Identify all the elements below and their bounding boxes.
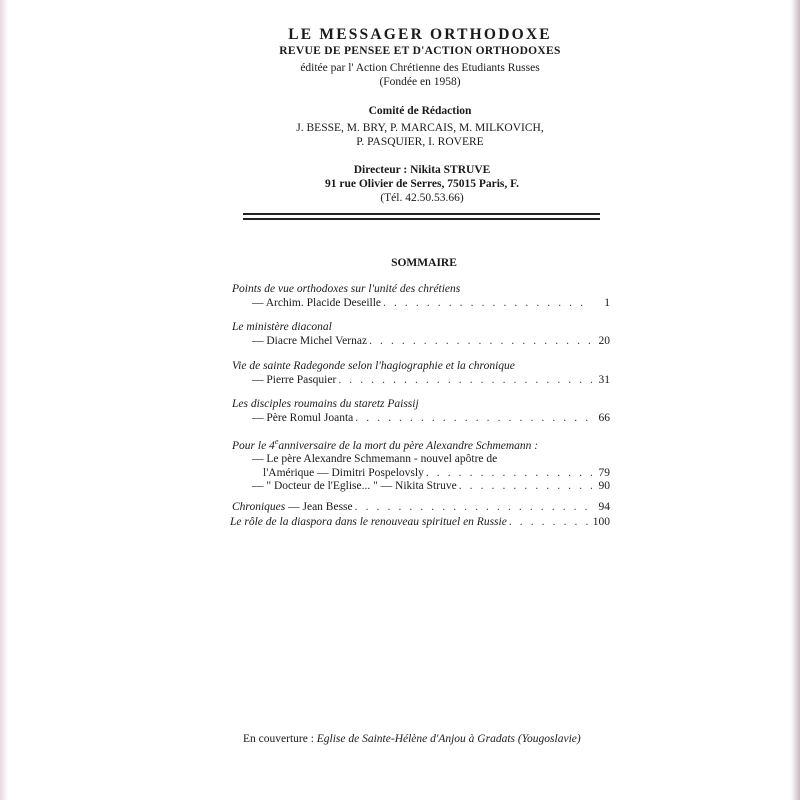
toc-title-part: Pour le 4 (232, 439, 275, 452)
toc-entry-author-line (232, 335, 610, 349)
toc-entry-author: — Pierre Pasquier (252, 373, 337, 386)
toc-entry-page: 66 (598, 411, 610, 424)
toc-entry-title: Le rôle de la diaspora dans le renouveau spirituel en Russie (230, 516, 507, 528)
toc-entry-author: — Diacre Michel Vernaz (252, 334, 368, 347)
publisher-line: éditée par l' Action Chrétienne des Etudiants Russes (300, 62, 540, 74)
toc-subentry-page: 79 (598, 466, 610, 479)
toc-entry-author: — Archim. Placide Deseille (252, 296, 382, 309)
toc-entry-author-line (232, 374, 610, 388)
toc-entry-author: — Jean Besse (285, 501, 353, 513)
journal-title: LE MESSAGER ORTHODOXE (288, 26, 552, 43)
toc-subentry-line: — Le père Alexandre Schmemann - nouvel apôtre de (252, 453, 498, 466)
toc-entry-author-line (232, 297, 610, 311)
toc-entry (232, 398, 610, 425)
leader-dots (426, 467, 592, 481)
leader-dots (383, 297, 592, 311)
divider-rule-bottom (243, 218, 600, 220)
toc-entry-page: 100 (592, 516, 610, 528)
leader-dots (509, 516, 591, 530)
leader-dots (338, 374, 592, 388)
toc-entry-author-line (232, 412, 610, 426)
page-edge-left (0, 0, 8, 800)
page-edge-right (790, 0, 800, 800)
toc-entry (230, 516, 610, 530)
toc-entry-page: 94 (598, 501, 610, 513)
toc-entry-anniversary (232, 435, 610, 494)
toc-title-part: anniversaire de la mort du père Alexandre Schmemann : (278, 439, 539, 452)
toc-entry (232, 321, 610, 348)
toc-entry (232, 283, 610, 310)
toc-entry-title: Les disciples roumains du staretz Paissij (232, 398, 419, 410)
toc-entry-page: 31 (598, 373, 610, 386)
toc-entry-page: 1 (604, 296, 610, 309)
toc-subentry-author: — " Docteur de l'Eglise... " — Nikita Struve (252, 480, 457, 493)
address-line: 91 rue Olivier de Serres, 75015 Paris, F. (325, 178, 519, 190)
cover-description: Eglise de Sainte-Hélène d'Anjou à Gradats (Yougoslavie) (316, 733, 581, 745)
toc-entry-title (232, 435, 610, 453)
contents-heading: SOMMAIRE (391, 257, 457, 269)
ordinal-suffix: e (274, 437, 279, 446)
journal-subtitle: REVUE DE PENSEE ET D'ACTION ORTHODOXES (279, 45, 561, 57)
telephone-line: (Tél. 42.50.53.66) (380, 192, 464, 204)
toc-entry-label (232, 501, 353, 515)
founded-line: (Fondée en 1958) (379, 76, 461, 88)
committee-heading: Comité de Rédaction (368, 105, 472, 117)
toc-entry-page: 20 (598, 334, 610, 347)
toc-entry-line (232, 501, 610, 515)
toc-entry-title: Points de vue orthodoxes sur l'unité des chrétiens (232, 283, 461, 295)
director-line: Directeur : Nikita STRUVE (353, 164, 491, 176)
toc-entry-title: Chroniques (232, 501, 286, 513)
leader-dots (459, 480, 592, 494)
toc-entry-title: Le ministère diaconal (232, 321, 332, 333)
cover-label: En couverture : (243, 733, 317, 745)
toc-subentry-page: 90 (598, 480, 610, 493)
toc-entry-title: Vie de sainte Radegonde selon l'hagiographie et la chronique (232, 360, 515, 372)
committee-members-line2: P. PASQUIER, I. ROVERE (356, 136, 484, 148)
toc-entry (232, 501, 610, 515)
toc-entry-author: — Père Romul Joanta (252, 411, 354, 424)
toc-subentry-author-line (232, 467, 610, 481)
toc-entry-line (230, 516, 610, 530)
toc-entry (232, 360, 610, 387)
toc-subentry-line-2 (232, 480, 610, 494)
divider-rule-top (243, 213, 600, 215)
leader-dots (355, 412, 592, 426)
cover-caption (243, 733, 581, 745)
committee-members-line1: J. BESSE, M. BRY, P. MARCAIS, M. MILKOVICH, (296, 122, 544, 134)
toc-subentry-author: l'Amérique — Dimitri Pospelovsly (263, 466, 424, 479)
leader-dots (369, 335, 592, 349)
leader-dots (355, 501, 592, 515)
